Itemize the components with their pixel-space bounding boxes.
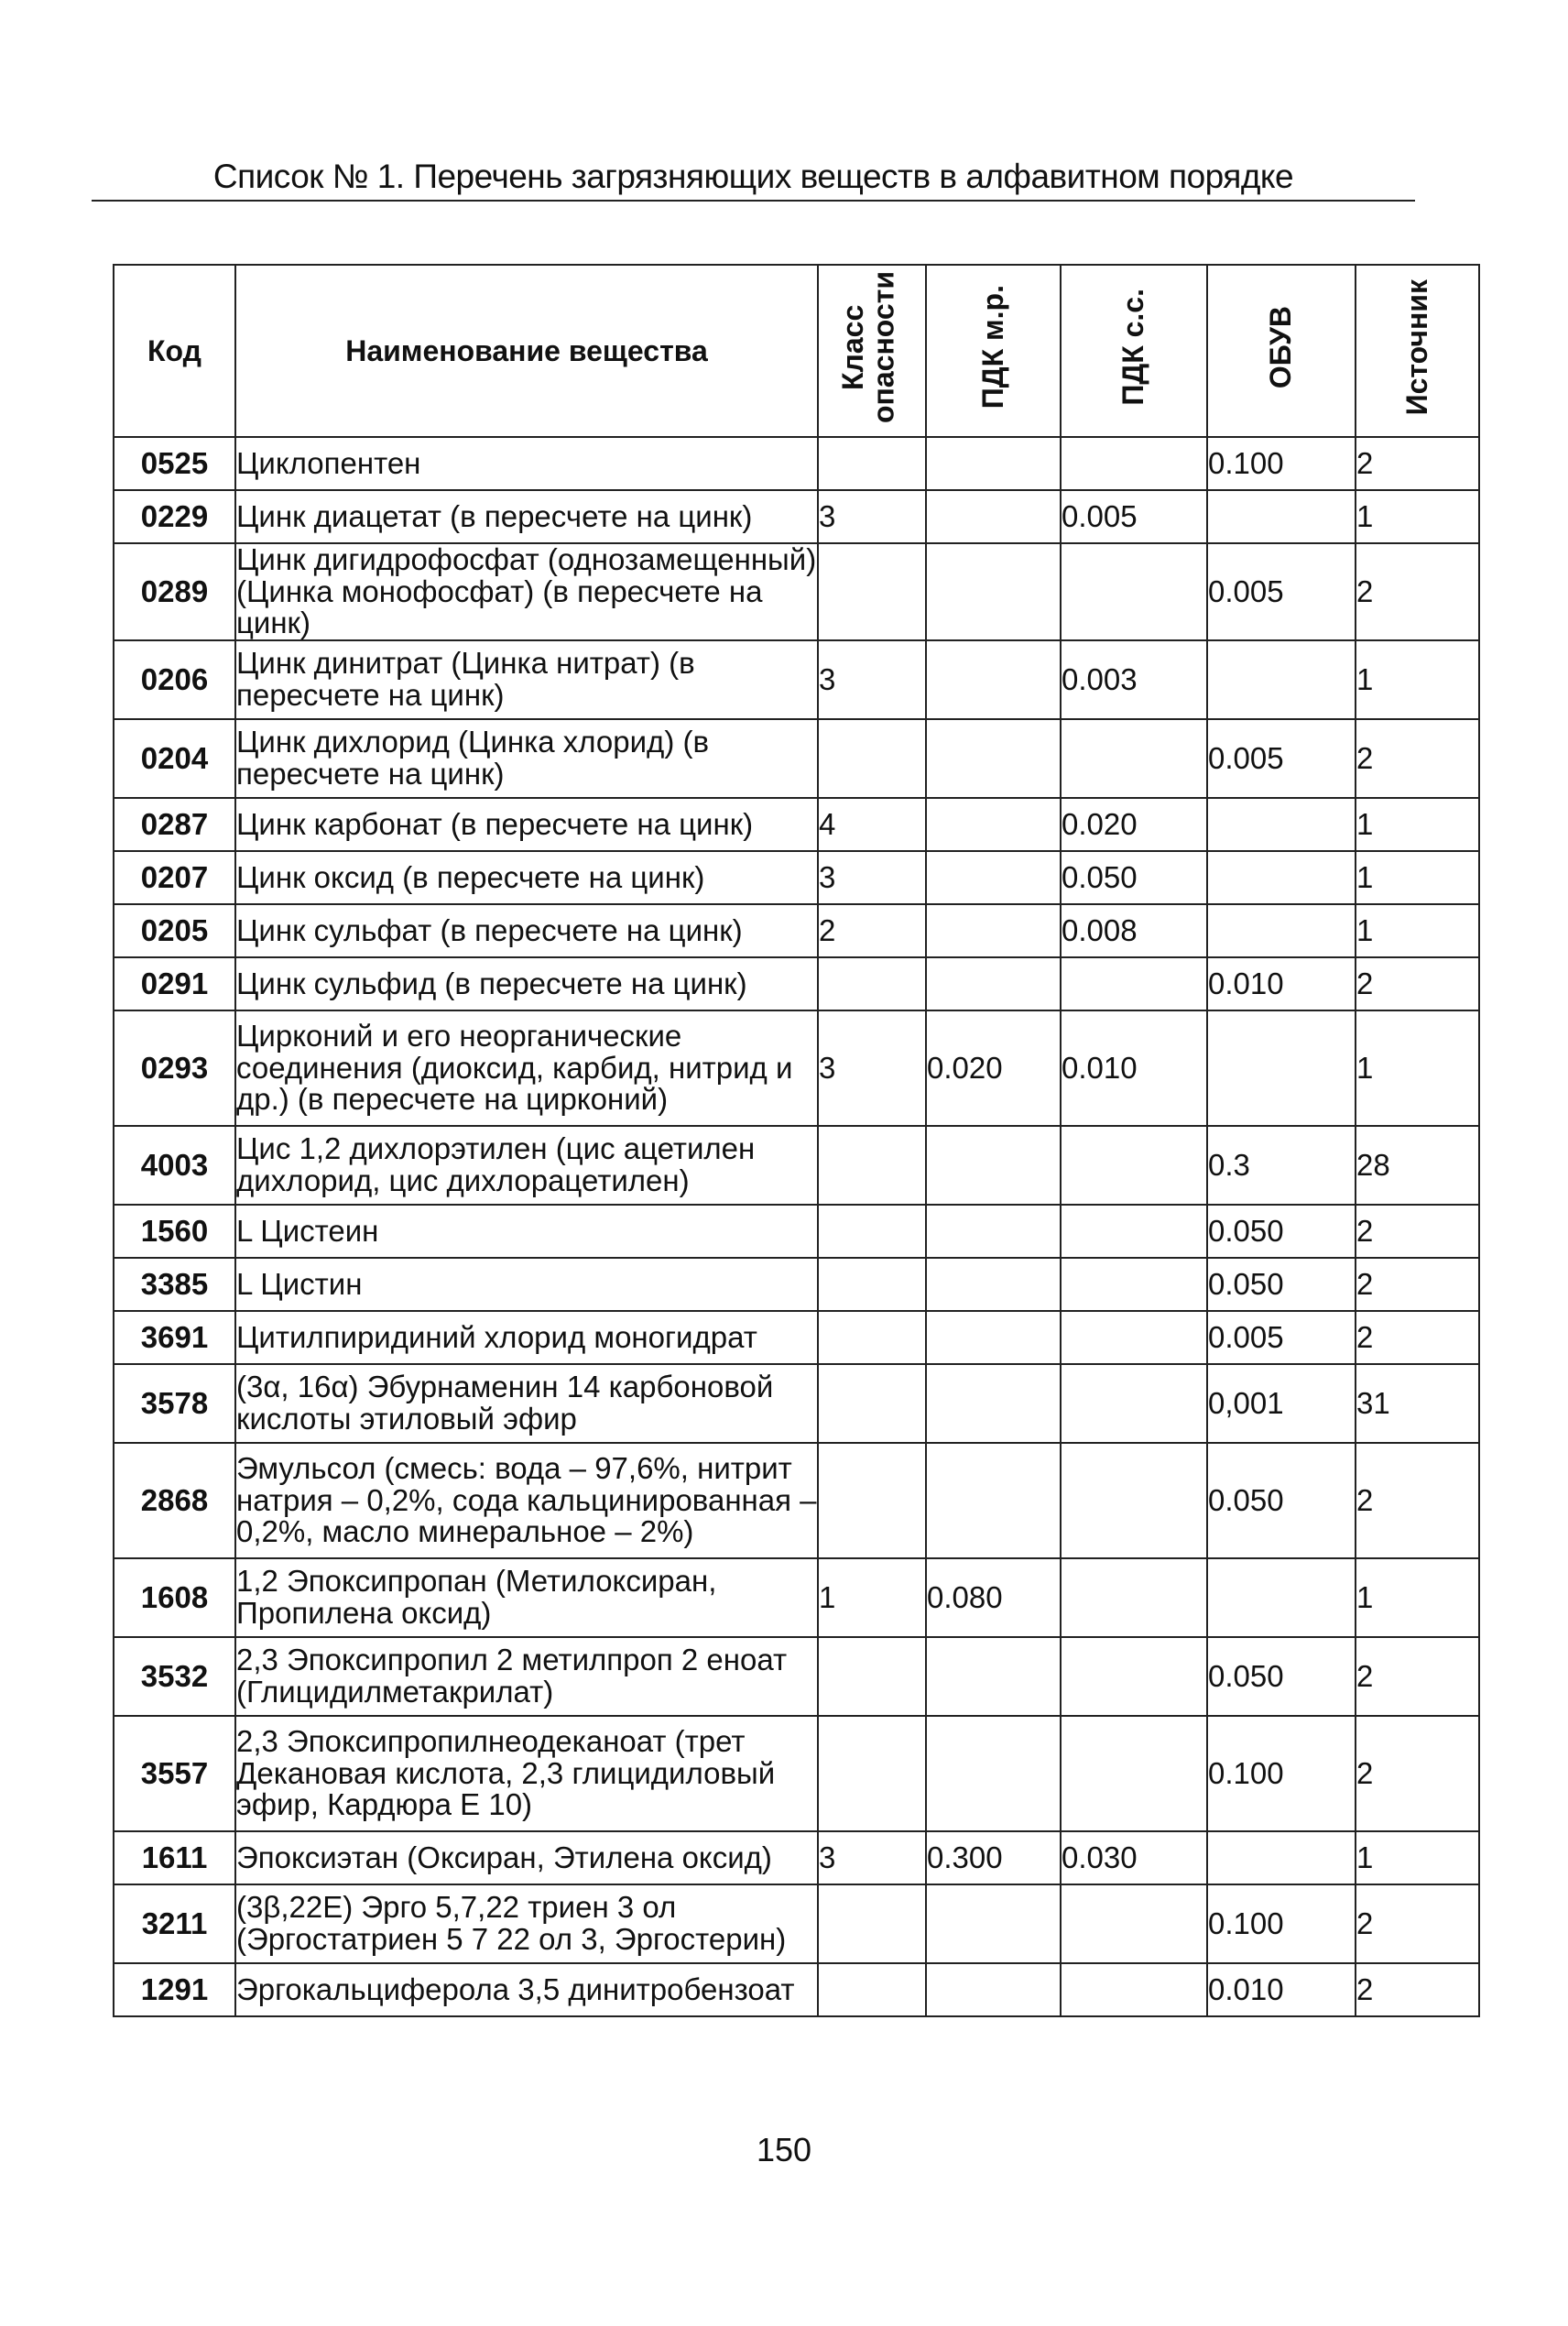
cell-code: 3532 — [114, 1637, 235, 1716]
header-pdk-mr — [926, 265, 1061, 437]
cell-hazard-class — [818, 437, 926, 490]
cell-obuv: 0.010 — [1207, 957, 1356, 1010]
cell-pdk-ss — [1061, 543, 1207, 640]
cell-pdk-mr — [926, 1963, 1061, 2016]
cell-pdk-ss — [1061, 1963, 1207, 2016]
cell-obuv — [1207, 798, 1356, 851]
cell-pdk-ss — [1061, 957, 1207, 1010]
cell-source: 2 — [1356, 1637, 1479, 1716]
cell-source: 1 — [1356, 1558, 1479, 1637]
header-code: Код — [114, 265, 235, 437]
cell-obuv: 0.100 — [1207, 437, 1356, 490]
cell-code: 0289 — [114, 543, 235, 640]
table-row — [114, 1716, 1479, 1831]
cell-source: 1 — [1356, 904, 1479, 957]
cell-name: Цинк оксид (в пересчете на цинк) — [235, 851, 818, 904]
cell-name: Цирконий и его неорганические соединения (диоксид, карбид, нитрид и др.) (в пересчете на цирконий) — [235, 1010, 818, 1126]
cell-obuv: 0.005 — [1207, 543, 1356, 640]
cell-pdk-mr — [926, 1884, 1061, 1963]
cell-name: Цинк сульфид (в пересчете на цинк) — [235, 957, 818, 1010]
cell-pdk-mr — [926, 904, 1061, 957]
cell-pdk-ss — [1061, 1364, 1207, 1443]
cell-hazard-class: 3 — [818, 1010, 926, 1126]
cell-name: Циклопентен — [235, 437, 818, 490]
cell-code: 3211 — [114, 1884, 235, 1963]
cell-code: 0287 — [114, 798, 235, 851]
cell-pdk-ss — [1061, 1205, 1207, 1258]
cell-source: 2 — [1356, 1258, 1479, 1311]
cell-code: 1611 — [114, 1831, 235, 1884]
cell-code: 3578 — [114, 1364, 235, 1443]
cell-name: (3β,22E) Эрго 5,7,22 триен 3 ол (Эргостатриен 5 7 22 ол 3, Эргостерин) — [235, 1884, 818, 1963]
cell-pdk-mr — [926, 1716, 1061, 1831]
cell-pdk-mr: 0.080 — [926, 1558, 1061, 1637]
cell-name: Цинк диацетат (в пересчете на цинк) — [235, 490, 818, 543]
table-row — [114, 798, 1479, 851]
cell-name: Цинк дигидрофосфат (однозамещенный) (Цинка монофосфат) (в пересчете на цинк) — [236, 542, 817, 640]
cell-pdk-mr — [926, 490, 1061, 543]
cell-pdk-ss: 0.003 — [1061, 640, 1207, 719]
substances-table — [113, 264, 1480, 2017]
cell-pdk-ss: 0.010 — [1061, 1010, 1207, 1126]
table-row — [114, 1558, 1479, 1637]
cell-code: 0205 — [114, 904, 235, 957]
cell-hazard-class: 3 — [818, 1831, 926, 1884]
cell-code: 3385 — [114, 1258, 235, 1311]
cell-pdk-ss — [1061, 719, 1207, 798]
cell-name: L Цистин — [235, 1258, 818, 1311]
cell-source: 2 — [1356, 957, 1479, 1010]
cell-name: Эргокальциферола 3,5 динитробензоат — [235, 1963, 818, 2016]
cell-source: 2 — [1356, 1716, 1479, 1831]
cell-pdk-ss — [1061, 1311, 1207, 1364]
cell-obuv: 0.050 — [1207, 1258, 1356, 1311]
cell-code: 0291 — [114, 957, 235, 1010]
table-row — [114, 904, 1479, 957]
cell-hazard-class — [818, 1364, 926, 1443]
header-hazard-class — [818, 265, 926, 437]
cell-pdk-ss — [1061, 1884, 1207, 1963]
cell-hazard-class — [818, 957, 926, 1010]
cell-source: 31 — [1356, 1364, 1479, 1443]
table-row — [114, 437, 1479, 490]
table-header-row — [114, 265, 1479, 437]
table-row — [114, 490, 1479, 543]
cell-source: 1 — [1356, 1010, 1479, 1126]
cell-hazard-class: 2 — [818, 904, 926, 957]
cell-obuv — [1207, 1010, 1356, 1126]
cell-obuv: 0.100 — [1207, 1884, 1356, 1963]
cell-pdk-mr — [926, 1443, 1061, 1558]
cell-hazard-class — [818, 1716, 926, 1831]
cell-hazard-class: 3 — [818, 490, 926, 543]
table-row — [114, 719, 1479, 798]
cell-pdk-mr — [926, 719, 1061, 798]
table-row — [114, 1364, 1479, 1443]
header-pdk-ss — [1061, 265, 1207, 437]
cell-obuv: 0.3 — [1207, 1126, 1356, 1205]
cell-source: 28 — [1356, 1126, 1479, 1205]
cell-obuv — [1207, 640, 1356, 719]
cell-source: 1 — [1356, 640, 1479, 719]
cell-obuv: 0.050 — [1207, 1443, 1356, 1558]
cell-source: 2 — [1356, 1884, 1479, 1963]
cell-pdk-mr: 0.020 — [926, 1010, 1061, 1126]
title-divider — [92, 200, 1415, 202]
table-row — [114, 543, 1479, 640]
table-row — [114, 1258, 1479, 1311]
cell-obuv: 0.005 — [1207, 719, 1356, 798]
table-row — [114, 1311, 1479, 1364]
cell-pdk-mr — [926, 798, 1061, 851]
table-row — [114, 1443, 1479, 1558]
cell-code: 0525 — [114, 437, 235, 490]
cell-hazard-class — [818, 543, 926, 640]
cell-hazard-class — [818, 1443, 926, 1558]
header-source — [1356, 265, 1479, 437]
cell-code: 4003 — [114, 1126, 235, 1205]
cell-code: 3557 — [114, 1716, 235, 1831]
cell-obuv: 0,001 — [1207, 1364, 1356, 1443]
cell-source: 2 — [1356, 1311, 1479, 1364]
cell-hazard-class — [818, 1205, 926, 1258]
cell-pdk-ss — [1061, 1558, 1207, 1637]
cell-obuv — [1207, 1558, 1356, 1637]
cell-name: Цинк сульфат (в пересчете на цинк) — [235, 904, 818, 957]
cell-pdk-ss — [1061, 1258, 1207, 1311]
cell-pdk-ss — [1061, 1637, 1207, 1716]
table-row — [114, 1831, 1479, 1884]
header-name: Наименование вещества — [235, 265, 818, 437]
cell-code: 0293 — [114, 1010, 235, 1126]
cell-pdk-mr — [926, 1258, 1061, 1311]
table-row — [114, 1637, 1479, 1716]
cell-name: Цинк дихлорид (Цинка хлорид) (в пересчете на цинк) — [235, 719, 818, 798]
cell-pdk-ss — [1061, 1716, 1207, 1831]
table-row — [114, 851, 1479, 904]
cell-hazard-class — [818, 1637, 926, 1716]
table-row — [114, 640, 1479, 719]
cell-name: Цитилпиридиний хлорид моногидрат — [235, 1311, 818, 1364]
cell-pdk-mr: 0.300 — [926, 1831, 1061, 1884]
cell-pdk-ss: 0.030 — [1061, 1831, 1207, 1884]
cell-obuv: 0.100 — [1207, 1716, 1356, 1831]
cell-hazard-class — [818, 719, 926, 798]
cell-obuv — [1207, 490, 1356, 543]
cell-name: Эмульсол (смесь: вода – 97,6%, нитрит натрия – 0,2%, сода кальцинированная – 0,2%, масло минеральное – 2%) — [235, 1443, 818, 1558]
cell-pdk-ss: 0.020 — [1061, 798, 1207, 851]
table-row — [114, 1010, 1479, 1126]
cell-hazard-class — [818, 1963, 926, 2016]
cell-obuv — [1207, 1831, 1356, 1884]
cell-source: 2 — [1356, 543, 1479, 640]
cell-code: 0206 — [114, 640, 235, 719]
cell-pdk-mr — [926, 543, 1061, 640]
cell-source: 1 — [1356, 490, 1479, 543]
cell-pdk-mr — [926, 640, 1061, 719]
cell-source: 1 — [1356, 851, 1479, 904]
cell-pdk-mr — [926, 851, 1061, 904]
header-hazard-class-label: Класс опасности — [836, 270, 900, 424]
cell-obuv: 0.050 — [1207, 1205, 1356, 1258]
page-title: Список № 1. Перечень загрязняющих веществ в алфавитном порядке — [212, 158, 1294, 195]
cell-pdk-mr — [926, 1126, 1061, 1205]
cell-name: L Цистеин — [235, 1205, 818, 1258]
cell-hazard-class — [818, 1884, 926, 1963]
cell-source: 2 — [1356, 719, 1479, 798]
cell-hazard-class — [818, 1126, 926, 1205]
cell-source: 2 — [1356, 1205, 1479, 1258]
cell-pdk-ss — [1061, 437, 1207, 490]
cell-name: 2,3 Эпоксипропилнеодеканоат (трет Декановая кислота, 2,3 глицидиловый эфир, Кардюра Е 10) — [235, 1716, 818, 1831]
cell-code: 1608 — [114, 1558, 235, 1637]
cell-pdk-mr — [926, 1637, 1061, 1716]
cell-pdk-mr — [926, 437, 1061, 490]
cell-source: 2 — [1356, 1963, 1479, 2016]
cell-pdk-ss — [1061, 1126, 1207, 1205]
header-pdk-ss-label: ПДК с.с. — [1116, 289, 1150, 406]
cell-code: 3691 — [114, 1311, 235, 1364]
cell-obuv: 0.005 — [1207, 1311, 1356, 1364]
cell-code: 0207 — [114, 851, 235, 904]
cell-name: Цинк карбонат (в пересчете на цинк) — [235, 798, 818, 851]
cell-name: Цис 1,2 дихлорэтилен (цис ацетилен дихлорид, цис дихлорацетилен) — [235, 1126, 818, 1205]
cell-pdk-ss: 0.050 — [1061, 851, 1207, 904]
cell-code: 1291 — [114, 1963, 235, 2016]
cell-source: 2 — [1356, 1443, 1479, 1558]
cell-pdk-ss: 0.005 — [1061, 490, 1207, 543]
header-obuv — [1207, 265, 1356, 437]
cell-name: 2,3 Эпоксипропил 2 метилпроп 2 еноат (Глицидилметакрилат) — [235, 1637, 818, 1716]
cell-source: 1 — [1356, 1831, 1479, 1884]
cell-source: 2 — [1356, 437, 1479, 490]
header-source-label: Источник — [1399, 278, 1433, 416]
table-row — [114, 1126, 1479, 1205]
cell-hazard-class — [818, 1258, 926, 1311]
page-number: 150 — [756, 2131, 812, 2168]
cell-code: 0204 — [114, 719, 235, 798]
cell-hazard-class — [818, 1311, 926, 1364]
cell-name: Эпоксиэтан (Оксиран, Этилена оксид) — [235, 1831, 818, 1884]
cell-name: (3α, 16α) Эбурнаменин 14 карбоновой кислоты этиловый эфир — [235, 1364, 818, 1443]
cell-pdk-mr — [926, 1205, 1061, 1258]
table-row — [114, 1963, 1479, 2016]
cell-obuv: 0.010 — [1207, 1963, 1356, 2016]
cell-code: 1560 — [114, 1205, 235, 1258]
cell-hazard-class: 3 — [818, 640, 926, 719]
cell-name: Цинк динитрат (Цинка нитрат) (в пересчете на цинк) — [235, 640, 818, 719]
cell-name: 1,2 Эпоксипропан (Метилоксиран, Пропилена оксид) — [235, 1558, 818, 1637]
cell-obuv — [1207, 851, 1356, 904]
cell-hazard-class: 3 — [818, 851, 926, 904]
cell-pdk-mr — [926, 1364, 1061, 1443]
header-pdk-mr-label: ПДК м.р. — [975, 285, 1009, 410]
header-obuv-label: ОБУВ — [1264, 305, 1298, 389]
table-body — [114, 437, 1479, 2016]
cell-pdk-ss: 0.008 — [1061, 904, 1207, 957]
cell-code: 2868 — [114, 1443, 235, 1558]
cell-source: 1 — [1356, 798, 1479, 851]
cell-pdk-ss — [1061, 1443, 1207, 1558]
table-row — [114, 1884, 1479, 1963]
cell-pdk-mr — [926, 1311, 1061, 1364]
cell-obuv — [1207, 904, 1356, 957]
table-row — [114, 1205, 1479, 1258]
cell-hazard-class: 4 — [818, 798, 926, 851]
cell-pdk-mr — [926, 957, 1061, 1010]
cell-code: 0229 — [114, 490, 235, 543]
table-row — [114, 957, 1479, 1010]
cell-hazard-class: 1 — [818, 1558, 926, 1637]
cell-obuv: 0.050 — [1207, 1637, 1356, 1716]
